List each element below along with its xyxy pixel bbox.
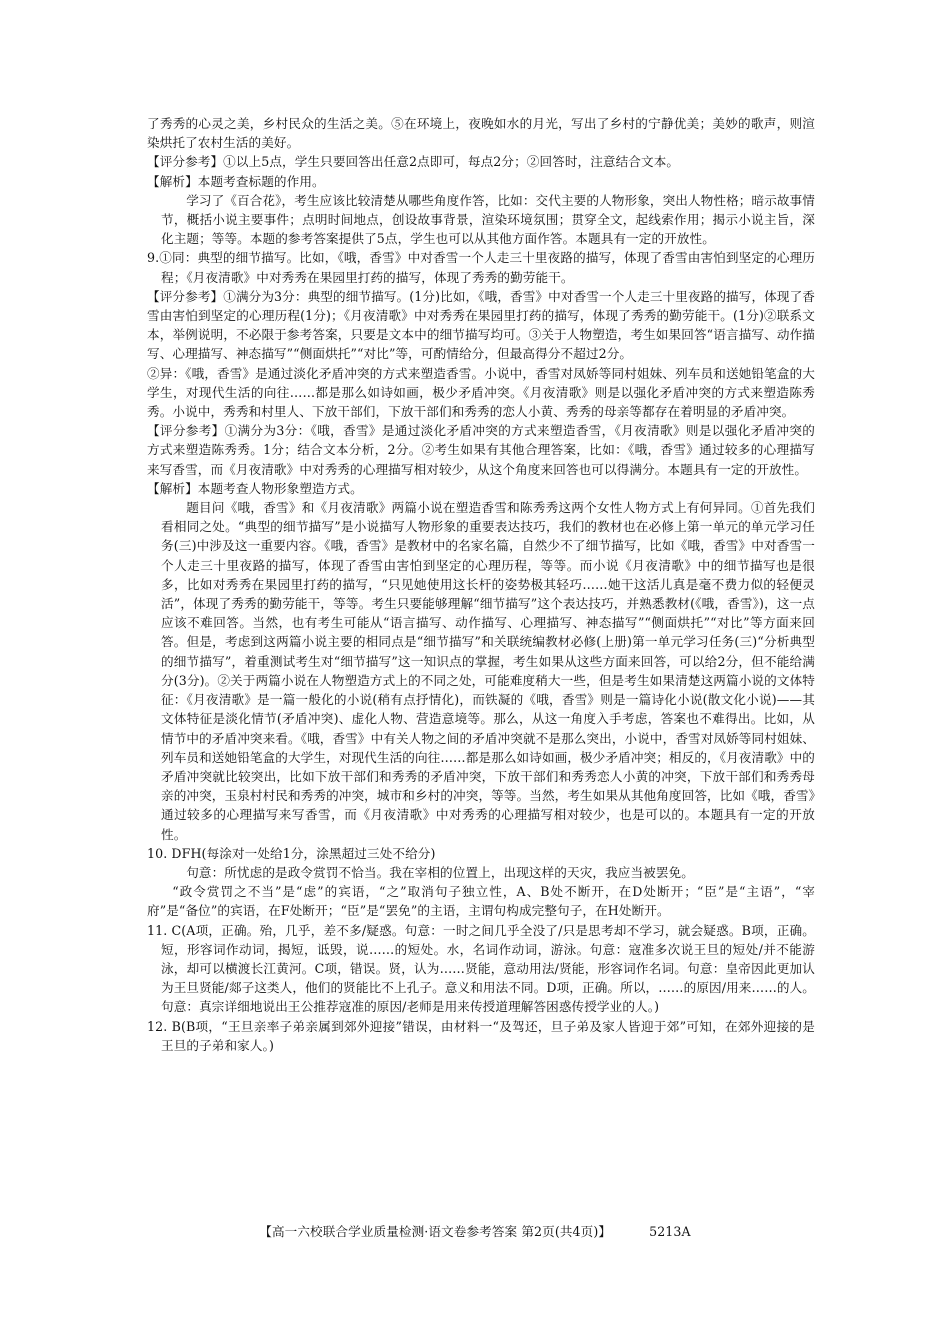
answer-paragraph: 10. DFH(每涂对一处给1分，涂黑超过三处不给分) <box>147 845 436 861</box>
answer-paragraph: 【解析】本题考查标题的作用。 <box>147 173 325 189</box>
answer-paragraph: 12. B(B项，“王旦亲率子弟亲属到郊外迎接”错误，由材料一“及驾还，旦子弟及家人皆迎于郊”可知，在郊外迎接的是王旦的子弟和家人。) <box>147 1018 815 1053</box>
answer-paragraph: 了秀秀的心灵之美，乡村民众的生活之美。⑤在环境上，夜晚如水的月光，写出了乡村的宁静优美；美妙的歌声，则渲染烘托了农村生活的美好。 <box>147 116 815 151</box>
footer-title: 【高一六校联合学业质量检测·语文卷参考答案 第2页(共4页)】 <box>259 1224 612 1239</box>
answer-paragraph: 学习了《百合花》，考生应该比较清楚从哪些角度作答，比如：交代主要的人物形象，突出人物性格；暗示故事情节，概括小说主要事件；点明时间地点，创设故事背景，渲染环境氛围；贯穿全文，起线索作用；揭示小说主旨，深化主题；等等。本题的参考答案提供了5点，学生也可以从其他方面作答。本题具有一定的开放性。 <box>161 192 815 247</box>
answer-paragraph: “政令赏罚之不当”是“虑”的宾语，“之”取消句子独立性，A、B处不断开，在D处断开；“臣”是“主语”，“宰府”是“备位”的宾语，在F处断开；“臣”是“罢免”的主语，主谓句构成完整句子，在H处断开。 <box>147 884 815 919</box>
page-footer <box>0 1222 950 1241</box>
answer-paragraph: 句意：所忧虑的是政令赏罚不恰当。我在宰相的位置上，出现这样的天灾，我应当被罢免。 <box>186 864 694 880</box>
answer-paragraph: 【解析】本题考查人物形象塑造方式。 <box>147 480 363 496</box>
answer-paragraph: 题目问《哦，香雪》和《月夜清歌》两篇小说在塑造香雪和陈秀秀这两个女性人物方式上有何异同。①首先我们看相同之处。“典型的细节描写”是小说描写人物形象的重要表达技巧，我们的教材也在必修上第一单元的单元学习任务(三)中涉及这一重要内容。《哦，香雪》是教材中的名家名篇，自然少不了细节描写，比如《哦，香雪》中对香雪一个人走三十里夜路的描写，体现了香雪由害怕到坚定的心理历程，等等。而小说《月夜清歌》中的细节描写也是很多，比如对秀秀在果园里打药的描写，“只见她使用这长杆的姿势极其轻巧……她干这活儿真是毫不费力似的轻便灵活”，体现了秀秀的勤劳能干，等等。考生只要能够理解“细节描写”这个表达技巧，并熟悉教材(《哦，香雪》)，这一点应该不难回答。当然，也有考生可能从“语言描写、动作描写、心理描写、神态描写”“侧面烘托”“对比”等方面来回答。但是，考虑到这两篇小说主要的相同点是“细节描写”和关联统编教材必修(上册)第一单元学习任务(三)“分析典型的细节描写”，着重测试考生对“细节描写”这一知识点的掌握，考生如果从这些方面来回答，可以给2分，但不能给满分(3分)。②关于两篇小说在人物塑造方式上的不同之处，可能难度稍大一些，但是考生如果清楚这两篇小说的文体特征：《月夜清歌》是一篇一般化的小说(稍有点抒情化)，而铁凝的《哦，香雪》则是一篇诗化小说(散文化小说)——其文体特征是淡化情节(矛盾冲突)、虚化人物、营造意境等。那么，从这一角度入手考虑，答案也不难得出。比如，从情节中的矛盾冲突来看。《哦，香雪》中有关人物之间的矛盾冲突就不是那么突出，小说中，香雪对凤娇等同村姐妹、列车员和送她铅笔盒的大学生，对现代生活的向往……都是那么如诗如画，极少矛盾冲突；相反的，《月夜清歌》中的矛盾冲突就比较突出，比如下放干部们和秀秀的矛盾冲突，下放干部们和秀秀恋人小黄的冲突，下放干部们和秀秀母亲的冲突，玉泉村村民和秀秀的冲突，城市和乡村的冲突，等等。当然，考生如果从其他角度回答，比如《哦，香雪》通过较多的心理描写来写香雪，而《月夜清歌》中对秀秀的心理描写相对较少，也是可以的。本题具有一定的开放性。 <box>161 500 815 842</box>
answer-paragraph: 【评分参考】①满分为3分：《哦，香雪》是通过淡化矛盾冲突的方式来塑造香雪，《月夜清歌》则是以强化矛盾冲突的方式来塑造陈秀秀。1分；结合文本分析，2分。②考生如果有其他合理答案，比如：《哦，香雪》通过较多的心理描写来写香雪，而《月夜清歌》中对秀秀的心理描写相对较少，从这个角度来回答也可以得满分。本题具有一定的开放性。 <box>147 423 815 477</box>
answer-paragraph: 【评分参考】①以上5点，学生只要回答出任意2点即可，每点2分；②回答时，注意结合文本。 <box>147 154 680 170</box>
document-code: 5213A <box>649 1224 691 1239</box>
page-body <box>147 114 815 1055</box>
answer-paragraph: 11. C(A项，正确。殆，几乎，差不多/疑惑。句意：一时之间几乎全没了/只是思考却不学习，就会疑惑。B项，正确。短，形容词作动词，揭短，诋毁，说……的短处。水，名词作动词，游泳。句意：寇准多次说王旦的短处/并不能游泳，却可以横渡长江黄河。C项，错误。贤，认为……贤能，意动用法/贤能，形容词作名词。句意：皇帝因此更加认为王旦贤能/郯子这类人，他们的贤能比不上孔子。意义和用法不同。D项，正确。所以，……的原因/用来……的人。句意：真宗详细地说出王公推荐寇准的原因/老师是用来传授道理解答困惑传授学业的人。) <box>147 922 815 1015</box>
answer-paragraph: ②异：《哦，香雪》是通过淡化矛盾冲突的方式来塑造香雪。小说中，香雪对凤娇等同村姐妹、列车员和送她铅笔盒的大学生，对现代生活的向往……都是那么如诗如画，极少矛盾冲突。《月夜清歌》则是以强化矛盾冲突的方式来塑造陈秀秀。小说中，秀秀和村里人、下放干部们，下放干部们和秀秀的恋人小黄、秀秀的母亲等都存在着明显的矛盾冲突。 <box>147 365 815 420</box>
answer-paragraph: 9.①同：典型的细节描写。比如，《哦，香雪》中对香雪一个人走三十里夜路的描写，体现了香雪由害怕到坚定的心理历程；《月夜清歌》中对秀秀在果园里打药的描写，体现了秀秀的勤劳能干。 <box>147 250 815 285</box>
answer-paragraph: 【评分参考】①满分为3分：典型的细节描写。(1分)比如，《哦，香雪》中对香雪一个人走三十里夜路的描写，体现了香雪由害怕到坚定的心理历程(1分)；《月夜清歌》中对秀秀在果园里打药的描写，体现了秀秀的勤劳能干。(1分)②联系文本，举例说明，不必限于参考答案，只要是文本中的细节描写均可。③关于人物塑造，考生如果回答“语言描写、动作描写、心理描写、神态描写”“侧面烘托”“对比”等，可酌情给分，但最高得分不超过2分。 <box>147 288 815 362</box>
